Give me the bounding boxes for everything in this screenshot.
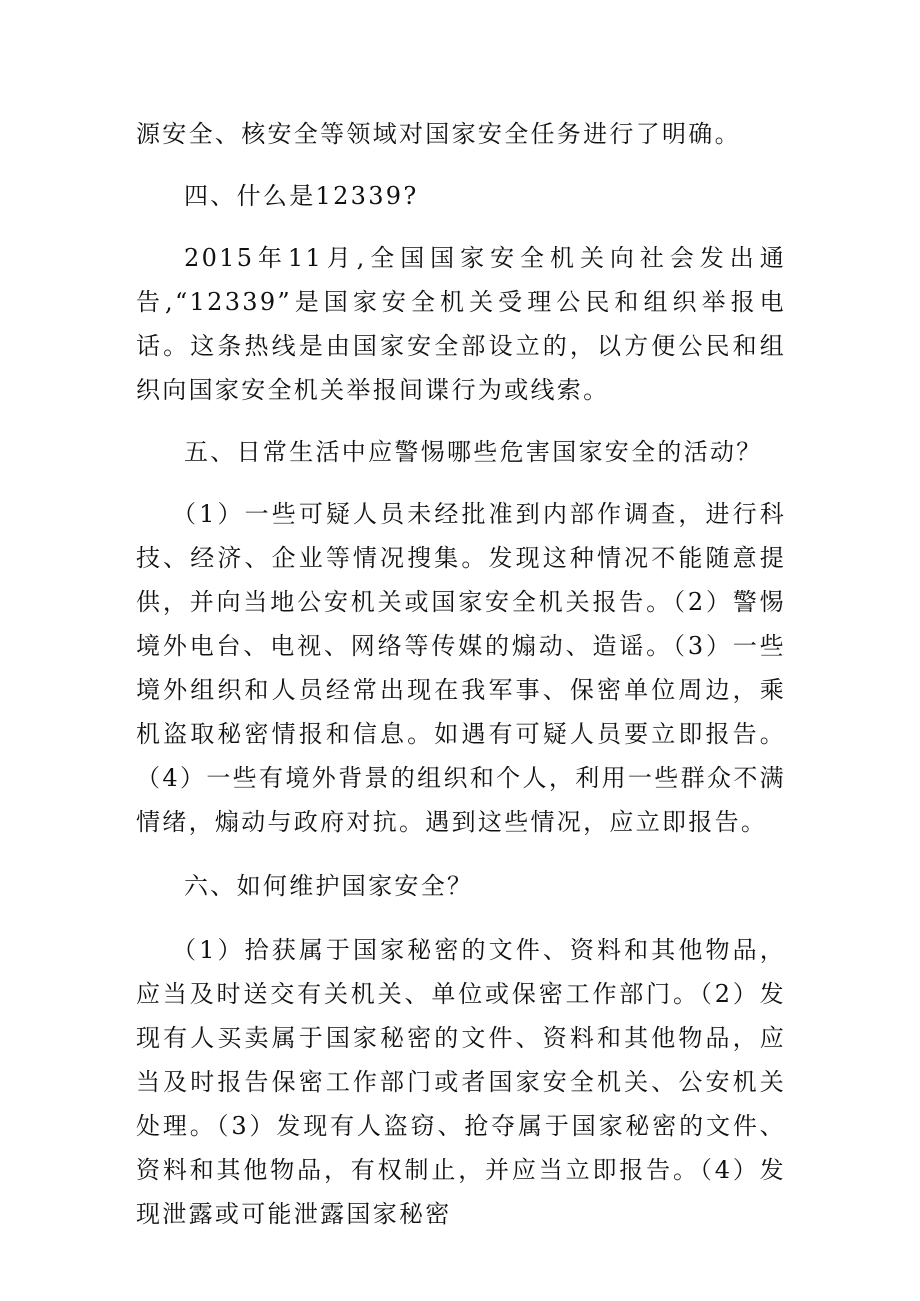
paragraph-12339-hotline: 2015年11月,全国国家安全机关向社会发出通告,“12339”是国家安全机关受理公民和组织举报电话。这条热线是由国家安全部设立的，以方便公民和组织向国家安全机关举报间谍行为或线索。 <box>136 244 786 404</box>
continuation-paragraph: 源安全、核安全等领域对国家安全任务进行了明确。 <box>136 120 741 148</box>
document-body <box>136 112 786 1236</box>
section-heading-protect-security: 六、如何维护国家安全？ <box>184 872 474 900</box>
paragraph-protect-security: （1）拾获属于国家秘密的文件、资料和其他物品，应当及时送交有关机关、单位或保密工作部门。（2）发现有人买卖属于国家秘密的文件、资料和其他物品，应当及时报告保密工作部门或者国家安全机关、公安机关处理。（3）发现有人盗窃、抢夺属于国家秘密的文件、资料和其他物品，有权制止，并应当立即报告。（4）发现泄露或可能泄露国家秘密 <box>136 936 786 1228</box>
section-heading-12339: 四、什么是12339? <box>184 182 419 210</box>
paragraph-suspicious-activities: （1）一些可疑人员未经批准到内部作调查，进行科技、经济、企业等情况搜集。发现这种情况不能随意提供，并向当地公安机关或国家安全机关报告。（2）警惕境外电台、电视、网络等传媒的煽动、造谣。（3）一些境外组织和人员经常出现在我军事、保密单位周边，乘机盗取秘密情报和信息。如遇有可疑人员要立即报告。（4）一些有境外背景的组织和个人，利用一些群众不满情绪，煽动与政府对抗。遇到这些情况，应立即报告。 <box>136 500 786 836</box>
section-heading-vigilance: 五、日常生活中应警惕哪些危害国家安全的活动？ <box>184 438 763 466</box>
